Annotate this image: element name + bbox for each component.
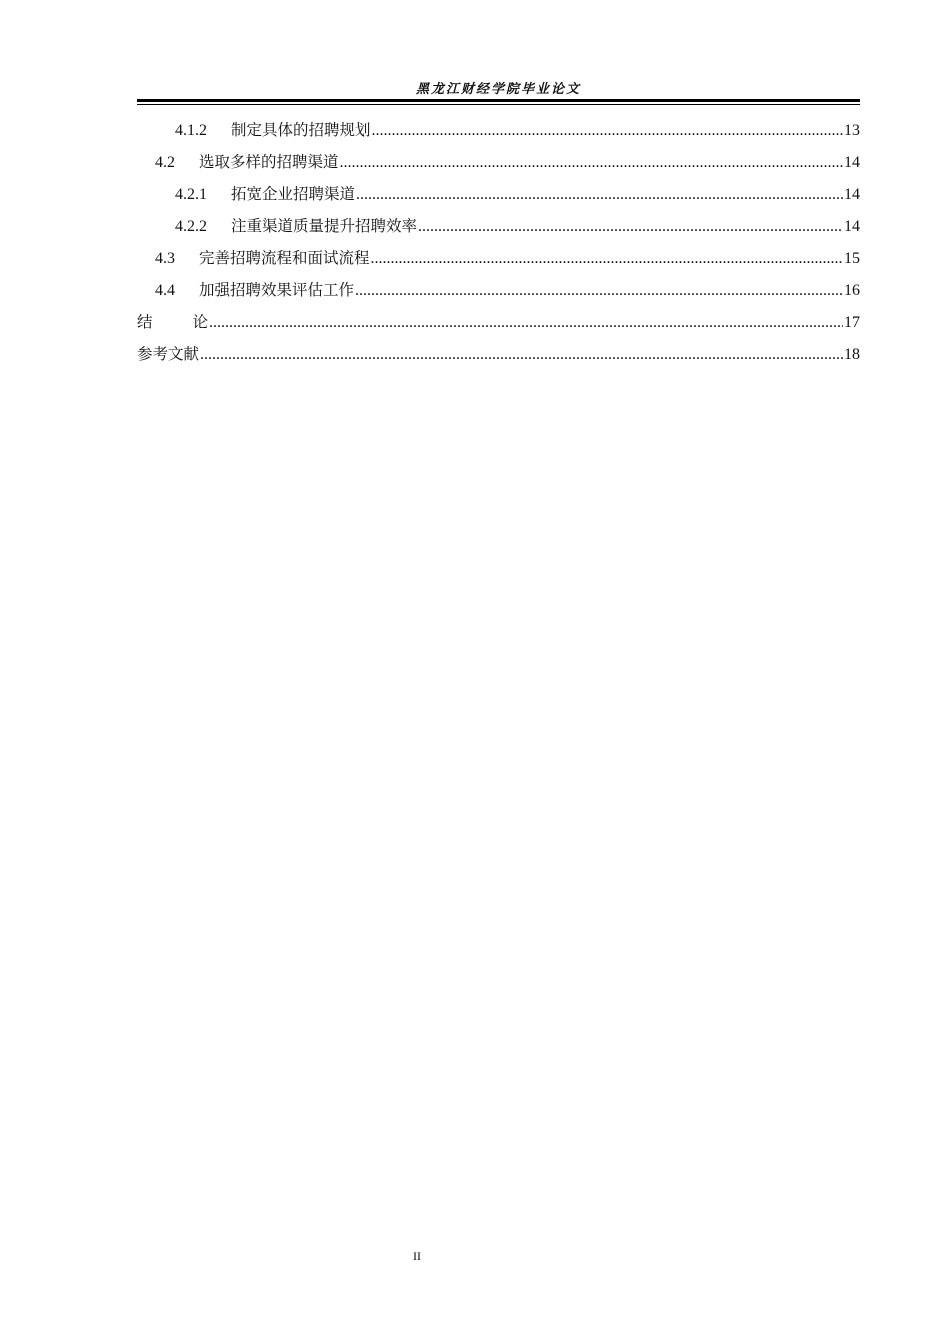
toc-entry-4-4[interactable] (137, 277, 860, 309)
toc-entry-title: 完善招聘流程和面试流程 (199, 249, 370, 267)
toc-leader-dots (355, 278, 843, 304)
toc-entry-page: 16 (844, 282, 860, 299)
toc-entry-page: 17 (844, 314, 860, 331)
toc-entry-title: 参考文献 (137, 345, 200, 363)
toc-entry-number: 4.4 (155, 282, 175, 299)
toc-entry-number: 4.2.2 (175, 218, 207, 235)
toc-entry-references[interactable] (137, 341, 860, 373)
table-of-contents (137, 117, 860, 373)
toc-entry-page: 14 (844, 154, 860, 171)
header-rule-thick (137, 99, 860, 102)
toc-entry-page: 14 (844, 218, 860, 235)
toc-title-part: 论 (192, 313, 209, 331)
toc-entry-4-1-2[interactable] (137, 117, 860, 149)
toc-leader-dots (200, 342, 843, 368)
toc-entry-title: 制定具体的招聘规划 (231, 121, 371, 139)
toc-title-part: 结 (137, 313, 153, 331)
toc-entry-page: 18 (844, 346, 860, 363)
header-rule-thin (137, 104, 860, 105)
toc-entry-number: 4.3 (155, 250, 175, 267)
footer-page-number: II (413, 1249, 421, 1263)
toc-entry-number: 4.2.1 (175, 186, 207, 203)
toc-leader-dots (372, 118, 843, 144)
toc-entry-number: 4.2 (155, 154, 175, 171)
toc-leader-dots (371, 246, 843, 272)
running-header-title: 黑龙江财经学院毕业论文 (415, 82, 581, 97)
toc-entry-number: 4.1.2 (175, 122, 207, 139)
toc-entry-page: 13 (844, 122, 860, 139)
toc-entry-conclusion[interactable] (137, 309, 860, 341)
toc-entry-title (137, 309, 208, 335)
toc-entry-title: 拓宽企业招聘渠道 (231, 185, 356, 203)
toc-leader-dots (340, 150, 843, 176)
toc-entry-title: 选取多样的招聘渠道 (199, 153, 339, 171)
toc-entry-4-2-1[interactable] (137, 181, 860, 213)
toc-entry-4-2-2[interactable] (137, 213, 860, 245)
toc-entry-page: 14 (844, 186, 860, 203)
toc-leader-dots (418, 214, 843, 240)
toc-entry-4-2[interactable] (137, 149, 860, 181)
toc-leader-dots (356, 182, 843, 208)
toc-entry-4-3[interactable] (137, 245, 860, 277)
toc-entry-title: 注重渠道质量提升招聘效率 (231, 217, 418, 235)
toc-entry-title: 加强招聘效果评估工作 (199, 281, 355, 299)
toc-leader-dots (209, 310, 843, 336)
toc-entry-page: 15 (844, 250, 860, 267)
